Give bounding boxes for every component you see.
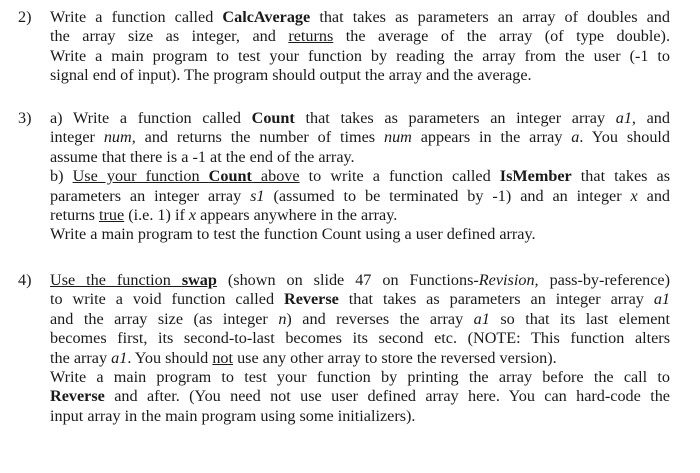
- problem-3-line-6: returns true (i.e. 1) if x appears anywhere in the array.: [50, 206, 398, 225]
- problem-2-line-4: signal end of input). The program should output the array and the average.: [50, 66, 532, 85]
- problem-3-line-7: Write a main program to test the function Count using a user defined array.: [50, 225, 536, 244]
- problem-4: [18, 271, 670, 426]
- problem-2-line-3: Write a main program to test your function by reading the array from the user (-1 to: [50, 46, 670, 65]
- problem-4-line-4: becomes first, its second-to-last becomes its second etc. (NOTE: This function alters: [50, 329, 670, 348]
- problem-3-line-2: integer num, and returns the number of times num appears in the array a. You should: [50, 128, 671, 147]
- problem-4-line-7: Reverse and after. (You need not use user defined array here. You can hard-code the: [50, 387, 670, 406]
- problem-4-line-1: Use the function swap (shown on slide 47 on Functions-Revision, pass-by-reference): [50, 271, 670, 289]
- problem-4-line-3: and the array size (as integer n) and reverses the array a1 so that its last element: [50, 309, 670, 328]
- problem-3-line-4: b) Use your function Count above to write a function called IsMember that takes as: [50, 167, 670, 186]
- problem-3-line-3: assume that there is a -1 at the end of the array.: [50, 147, 355, 166]
- problem-4-line-8: input array in the main program using some initializers).: [50, 406, 416, 425]
- problem-3-number: 3): [18, 109, 32, 127]
- problem-2-line-2: the array size as integer, and returns the average of the array (of type double).: [50, 27, 670, 46]
- problem-2-line-1: Write a function called CalcAverage that takes as parameters an array of doubles and: [50, 8, 670, 26]
- problem-4-line-6: Write a main program to test your function by printing the array before the call to: [50, 368, 670, 387]
- problem-4-number: 4): [18, 271, 32, 289]
- problem-2-number: 2): [18, 8, 32, 26]
- problem-2: [18, 8, 670, 86]
- problem-3-line-1: a) Write a function called Count that takes as parameters an integer array a1, and: [50, 109, 670, 127]
- problem-3: [18, 109, 670, 245]
- problem-3-line-5: parameters an integer array s1 (assumed to be terminated by -1) and an integer x and: [50, 186, 671, 205]
- problem-4-line-2: to write a void function called Reverse that takes as parameters an integer array a1: [50, 290, 670, 309]
- problem-4-line-5: the array a1. You should not use any other array to store the reversed version).: [50, 348, 557, 367]
